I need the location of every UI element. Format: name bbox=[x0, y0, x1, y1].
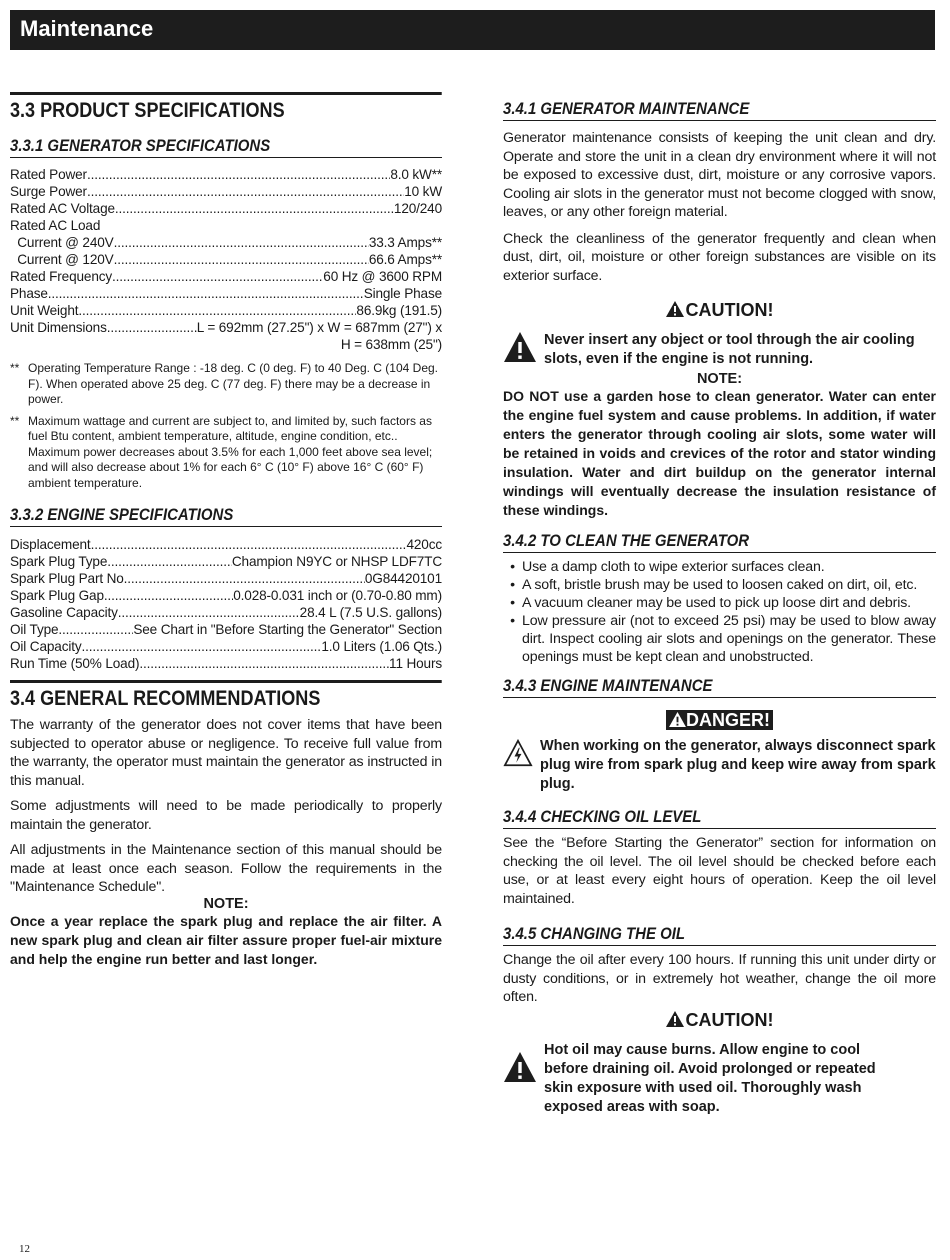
caution-box bbox=[503, 331, 936, 369]
note-text: DO NOT use a garden hose to clean generator. Water can enter the engine fuel system and cause problems. In addition, if water enters the generator through cooling air slots, some water will be retained in voids and crevices of the rotor and stator winding insulation. Water and dirt buildup on the generator internal windings will eventually decrease the insulation resistance of these windings. bbox=[503, 388, 936, 518]
warning-exclamation-icon bbox=[503, 1051, 537, 1083]
spec-value: 1.0 Liters (1.06 Qts.) bbox=[321, 639, 442, 654]
spec-row bbox=[10, 553, 442, 570]
list-item bbox=[503, 594, 936, 612]
spec-row bbox=[10, 638, 442, 655]
list-item bbox=[503, 558, 936, 576]
spec-row bbox=[10, 268, 442, 285]
spec-label: Current @ 240V bbox=[10, 235, 114, 250]
bullet-icon: • bbox=[510, 613, 515, 629]
footnote-mark: ** bbox=[10, 413, 20, 428]
spec-value: 66.6 Amps** bbox=[368, 252, 442, 267]
spec-label: Surge Power bbox=[10, 184, 87, 199]
bullet-icon: • bbox=[510, 577, 515, 593]
leader-dots bbox=[114, 234, 369, 251]
spec-row bbox=[10, 655, 442, 672]
paragraph: Change the oil after every 100 hours. If running this unit under dirty or dusty conditions, or in extremely hot weather, change the oil more often. bbox=[503, 952, 936, 1005]
engine-spec-list bbox=[10, 536, 442, 672]
page-number: 12 bbox=[19, 1243, 30, 1255]
danger-box bbox=[503, 737, 936, 794]
warning-exclamation-icon bbox=[503, 331, 537, 363]
caution-text: Never insert any object or tool through the air cooling slots, even if the engine is not running. bbox=[544, 332, 915, 367]
list-item-text: Use a damp cloth to wipe exterior surfaces clean. bbox=[522, 559, 825, 575]
footnote-mark: ** bbox=[10, 361, 20, 375]
spec-label: Rated AC Voltage bbox=[10, 201, 115, 216]
leader-dots bbox=[107, 319, 197, 336]
spec-row bbox=[10, 319, 442, 336]
leader-dots bbox=[104, 587, 233, 604]
spec-row bbox=[10, 217, 442, 234]
leader-dots bbox=[58, 621, 133, 638]
heading-product-specifications: 3.3 PRODUCT SPECIFICATIONS bbox=[10, 92, 442, 123]
spec-value: See Chart in "Before Starting the Generator" Section bbox=[133, 622, 442, 637]
list-item-text: A vacuum cleaner may be used to pick up loose dirt and debris. bbox=[522, 595, 911, 611]
heading-engine-specifications: 3.3.2 ENGINE SPECIFICATIONS bbox=[10, 505, 442, 527]
heading-to-clean-the-generator: 3.4.2 TO CLEAN THE GENERATOR bbox=[503, 531, 936, 553]
cleaning-list bbox=[503, 558, 936, 666]
spec-value: 0.028-0.031 inch or (0.70-0.80 mm) bbox=[233, 588, 442, 603]
spec-row bbox=[10, 200, 442, 217]
leader-dots bbox=[78, 302, 356, 319]
note-title: NOTE: bbox=[696, 371, 743, 387]
bullet-icon: • bbox=[510, 595, 515, 611]
spec-row bbox=[10, 604, 442, 621]
spec-label: Unit Weight bbox=[10, 303, 79, 318]
paragraph: All adjustments in the Maintenance section of this manual should be made at least once each season. Follow the requirements in the "Maintenance Schedule". bbox=[10, 842, 442, 895]
heading-checking-oil-level: 3.4.4 CHECKING OIL LEVEL bbox=[503, 807, 936, 829]
footnote-text: Maximum wattage and current are subject to, and limited by, such factors as fuel Btu content, ambient temperature, altitude, engine condition, etc.. Maximum power decreases about 3.5% for each 1,000 feet above sea level; and will also decrease about 1% for each 6° C (10° F) above 16° C (60° F) ambient temperature. bbox=[28, 413, 433, 490]
list-item-text: A soft, bristle brush may be used to loosen caked on dirt, oil, etc. bbox=[522, 577, 918, 593]
warning-triangle-icon bbox=[666, 1011, 684, 1027]
note-text: Once a year replace the spark plug and replace the air filter. A new spark plug and clean air filter assure proper fuel-air mixture and help the engine run better and last longer. bbox=[10, 912, 442, 967]
spec-label: Run Time (50% Load) bbox=[10, 656, 140, 671]
footnote bbox=[10, 361, 442, 408]
spec-label: Oil Capacity bbox=[10, 639, 82, 654]
spec-label: Spark Plug Part No. bbox=[10, 571, 128, 586]
spec-row bbox=[10, 587, 442, 604]
spec-row bbox=[10, 285, 442, 302]
spec-label: Spark Plug Gap bbox=[10, 588, 104, 603]
heading-generator-specifications: 3.3.1 GENERATOR SPECIFICATIONS bbox=[10, 136, 442, 158]
warning-triangle-icon bbox=[669, 712, 686, 727]
spec-value: 120/240 bbox=[393, 201, 442, 216]
spec-dimensions-continued: H = 638mm (25") bbox=[340, 337, 442, 352]
right-column bbox=[503, 99, 936, 1117]
spec-row bbox=[10, 251, 442, 268]
spec-value: 28.4 L (7.5 U.S. gallons) bbox=[299, 605, 442, 620]
spec-label: Rated Frequency bbox=[10, 269, 113, 284]
warning-triangle-icon bbox=[666, 301, 684, 317]
spec-value: 8.0 kW** bbox=[390, 167, 442, 182]
leader-dots bbox=[115, 200, 394, 217]
leader-dots bbox=[107, 553, 232, 570]
paragraph: Check the cleanliness of the generator frequently and clean when dust, dirt, oil, moisture or other foreign substances are visible on its exterior surface. bbox=[503, 230, 936, 284]
spec-row bbox=[10, 570, 442, 587]
paragraph: Generator maintenance consists of keeping the unit clean and dry. Operate and store the unit in a clean dry environment where it will not be exposed to excessive dust, dirt, moisture or any corrosive vapors. Cooling air slots in the generator must not become clogged with snow, leaves, or any other foreign material. bbox=[503, 130, 936, 220]
section-banner bbox=[10, 10, 935, 50]
leader-dots bbox=[87, 166, 390, 183]
footnote-text: Operating Temperature Range : -18 deg. C (0 deg. F) to 40 Deg. C (104 Deg. F). When operated above 25 deg. C (77 deg. F) there may be a decrease in power. bbox=[28, 361, 439, 406]
spec-label: Phase bbox=[10, 286, 48, 301]
spec-label: Oil Type bbox=[10, 622, 59, 637]
spec-value: L = 692mm (27.25") x W = 687mm (27") x bbox=[196, 320, 442, 335]
leader-dots bbox=[81, 638, 321, 655]
leader-dots bbox=[112, 268, 323, 285]
spec-value: 86.9kg (191.5) bbox=[356, 303, 442, 318]
spec-value: Single Phase bbox=[363, 286, 442, 301]
leader-dots bbox=[114, 251, 369, 268]
paragraph: Some adjustments will need to be made periodically to properly maintain the generator. bbox=[10, 798, 442, 833]
heading-general-recommendations: 3.4 GENERAL RECOMMENDATIONS bbox=[10, 680, 442, 711]
spec-value: 10 kW bbox=[404, 184, 442, 199]
generator-spec-list bbox=[10, 166, 442, 336]
spec-value: 0G84420101 bbox=[364, 571, 442, 586]
spec-value: 420cc bbox=[406, 537, 442, 552]
leader-dots bbox=[48, 285, 364, 302]
spec-label: Displacement bbox=[10, 537, 91, 552]
paragraph: See the “Before Starting the Generator” section for information on checking the oil level. The oil level should be checked before each use, or at least every eight hours of operation. Keep the oil level maintained. bbox=[503, 835, 936, 907]
spec-row bbox=[10, 621, 442, 638]
spec-row bbox=[10, 536, 442, 553]
banner-title: Maintenance bbox=[20, 16, 154, 41]
spec-row bbox=[10, 302, 442, 319]
leader-dots bbox=[87, 183, 404, 200]
spec-value: 60 Hz @ 3600 RPM bbox=[323, 269, 442, 284]
heading-generator-maintenance: 3.4.1 GENERATOR MAINTENANCE bbox=[503, 99, 936, 121]
spec-value: 33.3 Amps** bbox=[368, 235, 442, 250]
list-item bbox=[503, 612, 936, 666]
electric-shock-icon bbox=[503, 739, 533, 767]
caution-label: CAUTION! bbox=[503, 300, 936, 321]
spec-label: Current @ 120V bbox=[10, 252, 114, 267]
paragraph: The warranty of the generator does not cover items that have been subjected to operator abuse or negligence. To receive full value from the warranty, the operator must maintain the generator as instructed in this manual. bbox=[10, 717, 442, 789]
spec-value: 11 Hours bbox=[389, 656, 442, 671]
heading-changing-the-oil: 3.4.5 CHANGING THE OIL bbox=[503, 924, 936, 946]
spec-label: Gasoline Capacity bbox=[10, 605, 118, 620]
list-item bbox=[503, 576, 936, 594]
spec-label: Rated Power bbox=[10, 167, 87, 182]
danger-label: DANGER! bbox=[503, 710, 936, 731]
spec-label: Unit Dimensions bbox=[10, 320, 107, 335]
footnotes bbox=[10, 361, 442, 491]
heading-engine-maintenance: 3.4.3 ENGINE MAINTENANCE bbox=[503, 676, 936, 698]
danger-text: When working on the generator, always disconnect spark plug wire from spark plug and keep wire away from spark plug. bbox=[540, 738, 936, 792]
leader-dots bbox=[91, 536, 407, 553]
spec-label: Rated AC Load bbox=[10, 218, 101, 233]
leader-dots bbox=[118, 604, 300, 621]
spec-label: Spark Plug Type bbox=[10, 554, 108, 569]
left-column bbox=[10, 92, 442, 969]
note-title: NOTE: bbox=[203, 895, 249, 912]
list-item-text: Low pressure air (not to exceed 25 psi) may be used to blow away dirt. Inspect cooling air slots and openings on the generator. These openings must be kept clean and unobstructed. bbox=[522, 613, 936, 665]
spec-row bbox=[10, 166, 442, 183]
caution-box bbox=[503, 1041, 936, 1117]
spec-row bbox=[10, 234, 442, 251]
footnote bbox=[10, 414, 442, 492]
caution-label: CAUTION! bbox=[503, 1010, 936, 1031]
spec-row bbox=[10, 183, 442, 200]
spec-value: Champion N9YC or NHSP LDF7TC bbox=[231, 554, 442, 569]
bullet-icon: • bbox=[510, 559, 515, 575]
leader-dots bbox=[127, 570, 365, 587]
leader-dots bbox=[139, 655, 389, 672]
caution-text: Hot oil may cause burns. Allow engine to cool before draining oil. Avoid prolonged or repeated skin exposure with used oil. Thoroughly wash exposed areas with soap. bbox=[544, 1041, 876, 1115]
